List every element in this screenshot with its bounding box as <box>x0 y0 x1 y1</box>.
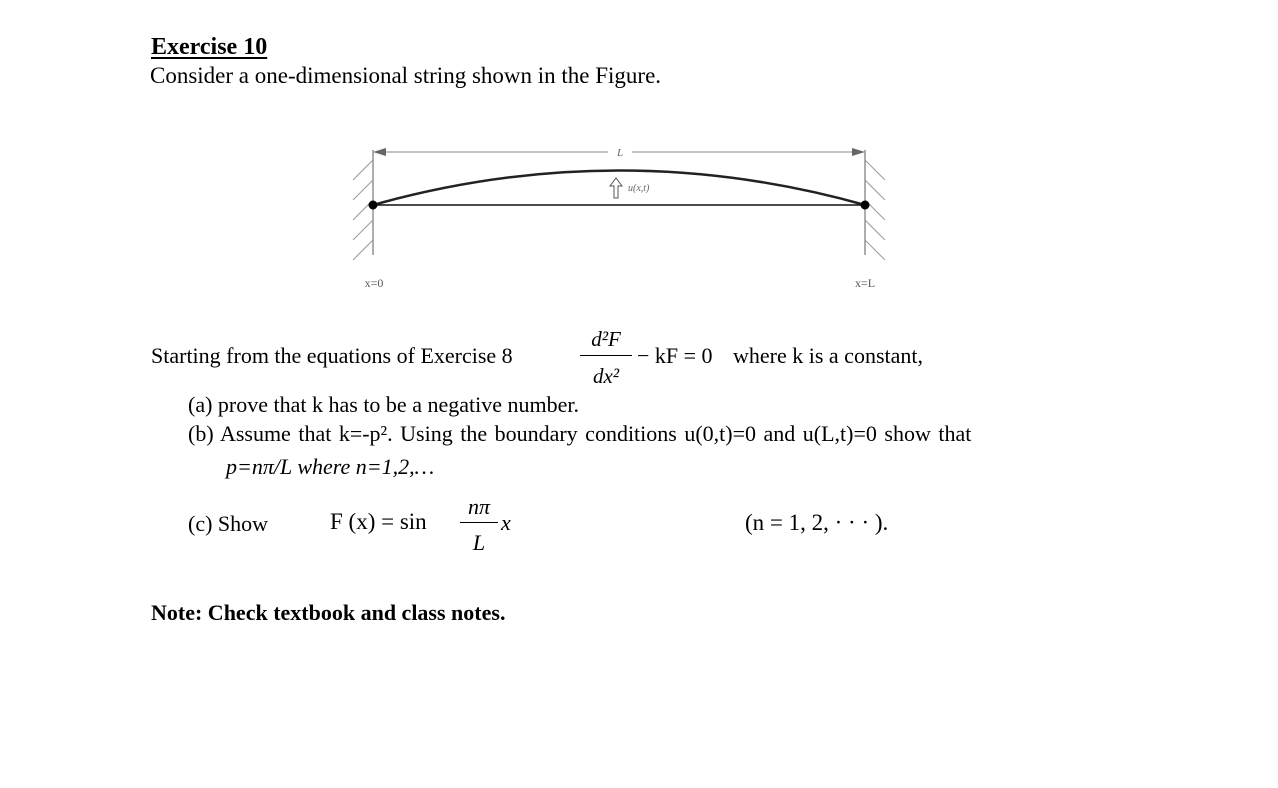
part-b-line1: (b) Assume that k=-p². Using the boundary conditions u(0,t)=0 and u(L,t)=0 show that <box>188 421 972 446</box>
exercise-intro: Consider a one-dimensional string shown in the Figure. <box>150 63 662 88</box>
left-end-label: x=0 <box>364 276 384 290</box>
part-a: (a) prove that k has to be a negative number. <box>188 392 579 417</box>
left-arrowhead <box>373 148 386 156</box>
displaced-string <box>373 171 865 206</box>
left-fixed-end <box>369 201 378 210</box>
part-c-variable: x <box>501 510 511 535</box>
displacement-arrow <box>610 178 622 198</box>
part-c-numerator: nπ <box>467 494 491 519</box>
right-fixed-end <box>861 201 870 210</box>
displacement-label: u(x,t) <box>628 183 650 194</box>
ode-denominator: dx² <box>592 364 620 388</box>
length-label: L <box>616 147 624 159</box>
part-c-fraction-bar <box>460 522 498 523</box>
string-diagram <box>340 130 900 300</box>
part-c-denominator: L <box>472 530 486 555</box>
right-end-label: x=L <box>854 276 876 290</box>
ode-remainder: − kF = 0 <box>637 343 713 368</box>
ode-suffix: where k is a constant, <box>733 343 923 368</box>
string-figure <box>340 130 900 305</box>
right-wall-hatch <box>865 160 885 260</box>
left-wall-hatch <box>353 160 373 260</box>
equation-lead: Starting from the equations of Exercise 8 <box>151 343 513 368</box>
part-c-label: (c) Show <box>188 511 269 536</box>
ode-fraction-bar <box>580 355 632 356</box>
part-c-lhs: F (x) = sin <box>330 509 427 534</box>
part-b-line2: p=nπ/L where n=1,2,… <box>226 454 435 479</box>
right-arrowhead <box>852 148 865 156</box>
part-c-range: (n = 1, 2, · · · ). <box>745 510 889 535</box>
exercise-title: Exercise 10 <box>151 34 268 60</box>
ode-numerator: d²F <box>591 327 621 351</box>
note: Note: Check textbook and class notes. <box>151 600 506 625</box>
